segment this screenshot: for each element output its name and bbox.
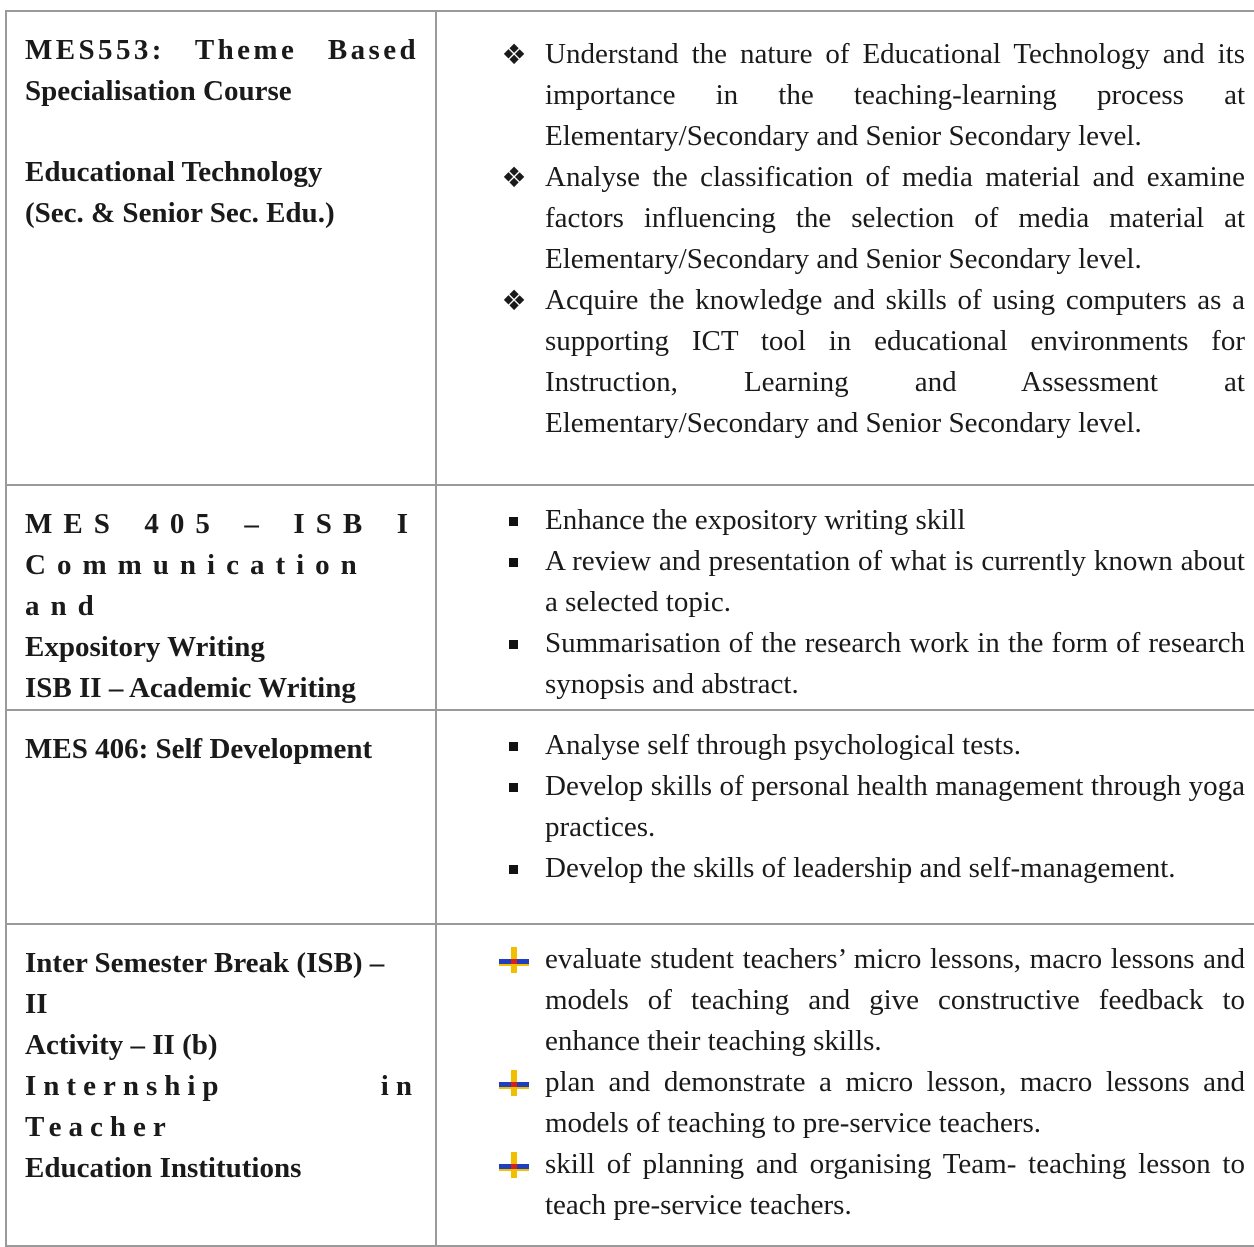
course-title-cell [6, 710, 436, 924]
activity-title-cont: II [25, 988, 48, 1020]
table-row [6, 710, 1254, 924]
course-code: MES 405 – ISB I [25, 508, 419, 540]
objectives-cell [436, 11, 1254, 485]
list-item [437, 939, 1245, 1062]
list-item [437, 541, 1245, 623]
list-item [437, 623, 1245, 705]
objective-text: skill of planning and organising Team- teaching lesson to teach pre-service teachers. [545, 1148, 1245, 1221]
list-item [437, 1144, 1245, 1226]
course-level: (Sec. & Senior Sec. Edu.) [25, 197, 335, 229]
activity-name-cont: Education Institutions [25, 1152, 302, 1184]
table-row [6, 11, 1254, 485]
course-subtitle: ISB II – Academic Writing [25, 672, 356, 704]
objective-text: Enhance the expository writing skill [545, 504, 966, 536]
objective-text: Understand the nature of Educational Technology and its importance in the teaching-learning process at Elementary/Secondary and Senior Secondary level. [545, 38, 1245, 152]
objective-text: Analyse the classification of media material and examine factors influencing the selection of media material at Elementary/Secondary and Senior Secondary level. [545, 161, 1245, 275]
course-title-cell [6, 924, 436, 1246]
objective-text: evaluate student teachers’ micro lessons, macro lessons and models of teaching and give constructive feedback to enhance their teaching skills. [545, 943, 1245, 1057]
objective-text: Develop the skills of leadership and self-management. [545, 852, 1176, 884]
list-item [437, 1062, 1245, 1144]
course-name: Educational Technology [25, 156, 323, 188]
list-item [437, 725, 1245, 766]
list-item [437, 848, 1245, 889]
table-row [6, 485, 1254, 710]
objective-text: Analyse self through psychological tests. [545, 729, 1021, 761]
course-name: Communication and [25, 549, 368, 622]
diamond-bullet-icon: ❖ [501, 161, 527, 194]
list-item [437, 280, 1245, 444]
course-title-cell [6, 485, 436, 710]
course-name: MES 406: Self Development [25, 733, 373, 765]
objectives-cell [436, 924, 1254, 1246]
objectives-cell [436, 710, 1254, 924]
list-item [437, 34, 1245, 157]
activity-name: Internship in Teacher [25, 1070, 419, 1143]
objective-text: Acquire the knowledge and skills of using computers as a supporting ICT tool in educational environments for Instruction, Learning and Assessment at Elementary/Secondary and Senior Secondary level. [545, 284, 1245, 439]
table-row [6, 924, 1254, 1246]
objective-text: Develop skills of personal health management through yoga practices. [545, 770, 1245, 843]
diamond-bullet-icon: ❖ [501, 284, 527, 317]
course-name-cont: Expository Writing [25, 631, 265, 663]
course-title-cell [6, 11, 436, 485]
course-code: MES553: Theme Based [25, 34, 419, 66]
activity-code: Activity – II (b) [25, 1029, 218, 1061]
objective-text: Summarisation of the research work in the form of research synopsis and abstract. [545, 627, 1245, 700]
diamond-bullet-icon: ❖ [501, 38, 527, 71]
list-item [437, 766, 1245, 848]
course-objectives-table [5, 10, 1254, 1247]
activity-title: Inter Semester Break (ISB) – [25, 947, 385, 979]
list-item [437, 500, 1245, 541]
objectives-cell [436, 485, 1254, 710]
objective-text: A review and presentation of what is currently known about a selected topic. [545, 545, 1245, 618]
list-item [437, 157, 1245, 280]
objective-text: plan and demonstrate a micro lesson, macro lessons and models of teaching to pre-service teachers. [545, 1066, 1245, 1139]
course-type: Specialisation Course [25, 75, 292, 107]
